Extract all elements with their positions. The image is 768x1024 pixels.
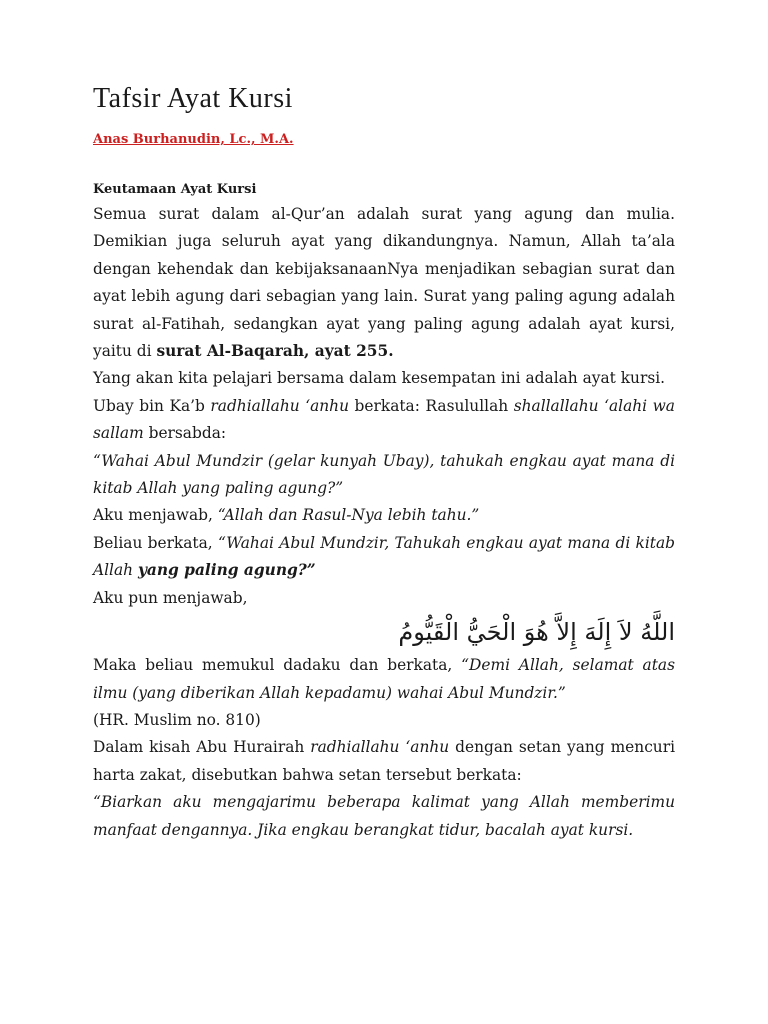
paragraph-answer-1 xyxy=(93,502,675,529)
quote-question xyxy=(93,448,675,503)
quote-text: “Demi Allah, selamat atas ilmu (yang diberikan Allah kepadamu) wahai Abul Mundzir.” xyxy=(93,656,675,702)
text-span: Aku menjawab, xyxy=(93,506,218,525)
text-span: berkata: Rasulullah xyxy=(349,396,514,415)
document-body xyxy=(93,201,675,844)
quote-text: “Allah dan Rasul-Nya lebih tahu.” xyxy=(217,506,480,525)
paragraph-response xyxy=(93,652,675,707)
surah-reference: surat Al-Baqarah, ayat 255. xyxy=(156,342,394,361)
honorific-text: radhiallahu ‘anhu xyxy=(310,738,450,757)
paragraph-intro xyxy=(93,201,675,365)
quote-text: “Wahai Abul Mundzir (gelar kunyah Ubay), tahukah engkau ayat mana di kitab Allah yang paling agung?” xyxy=(93,451,675,498)
paragraph-answer-2: Aku pun menjawab, xyxy=(93,588,248,607)
quote-emphasis: yang paling agung?” xyxy=(137,561,316,580)
paragraph-ubay xyxy=(93,393,675,448)
text-span: Ubay bin Ka’b xyxy=(93,396,211,415)
honorific-text: radhiallahu ‘anhu xyxy=(210,396,350,415)
honorific-text: shallallahu ‘alahi wa sallam xyxy=(93,396,675,443)
author-name: Anas Burhanudin, Lc., M.A. xyxy=(93,132,294,147)
section-heading: Keutamaan Ayat Kursi xyxy=(93,182,257,197)
text-span: Dalam kisah Abu Hurairah xyxy=(93,738,311,757)
document-title: Tafsir Ayat Kursi xyxy=(93,83,293,114)
paragraph-intro-text: Semua surat dalam al-Qur’an adalah surat yang agung dan mulia. Demikian juga seluruh ayat yang dikandungnya. Namun, Allah ta’ala dengan kehendak dan kebijaksanaanNya menjadikan sebagian surat dan ayat lebih agung dari sebagian yang lain. Surat yang paling agung adalah surat al-Fatihah, sedangkan ayat yang paling agung adalah ayat kursi, yaitu di xyxy=(93,205,675,361)
arabic-verse: اللَّهُ لاَ إِلَهَ إِلاَّ هُوَ الْحَيُّ الْقَيُّومُ xyxy=(398,618,675,647)
hadith-reference: (HR. Muslim no. 810) xyxy=(93,710,261,729)
text-span: Maka beliau memukul dadaku dan berkata, xyxy=(93,656,462,675)
paragraph-lesson: Yang akan kita pelajari bersama dalam kesempatan ini adalah ayat kursi. xyxy=(93,369,666,388)
paragraph-abu-hurairah xyxy=(93,734,675,789)
text-span: Beliau berkata, xyxy=(93,533,218,552)
quote-text: “Biarkan aku mengajarimu beberapa kalimat yang Allah memberimu manfaat dengannya. Jika engkau berangkat tidur, bacalah ayat kursi. xyxy=(93,793,675,839)
quote-text: “Wahai Abul Mundzir, Tahukah engkau ayat mana di kitab Allah xyxy=(93,533,675,580)
quote-satan xyxy=(93,789,675,844)
text-span: dengan setan yang mencuri harta zakat, disebutkan bahwa setan tersebut berkata: xyxy=(93,738,675,784)
text-span: bersabda: xyxy=(143,424,227,443)
paragraph-question-2 xyxy=(93,530,675,585)
